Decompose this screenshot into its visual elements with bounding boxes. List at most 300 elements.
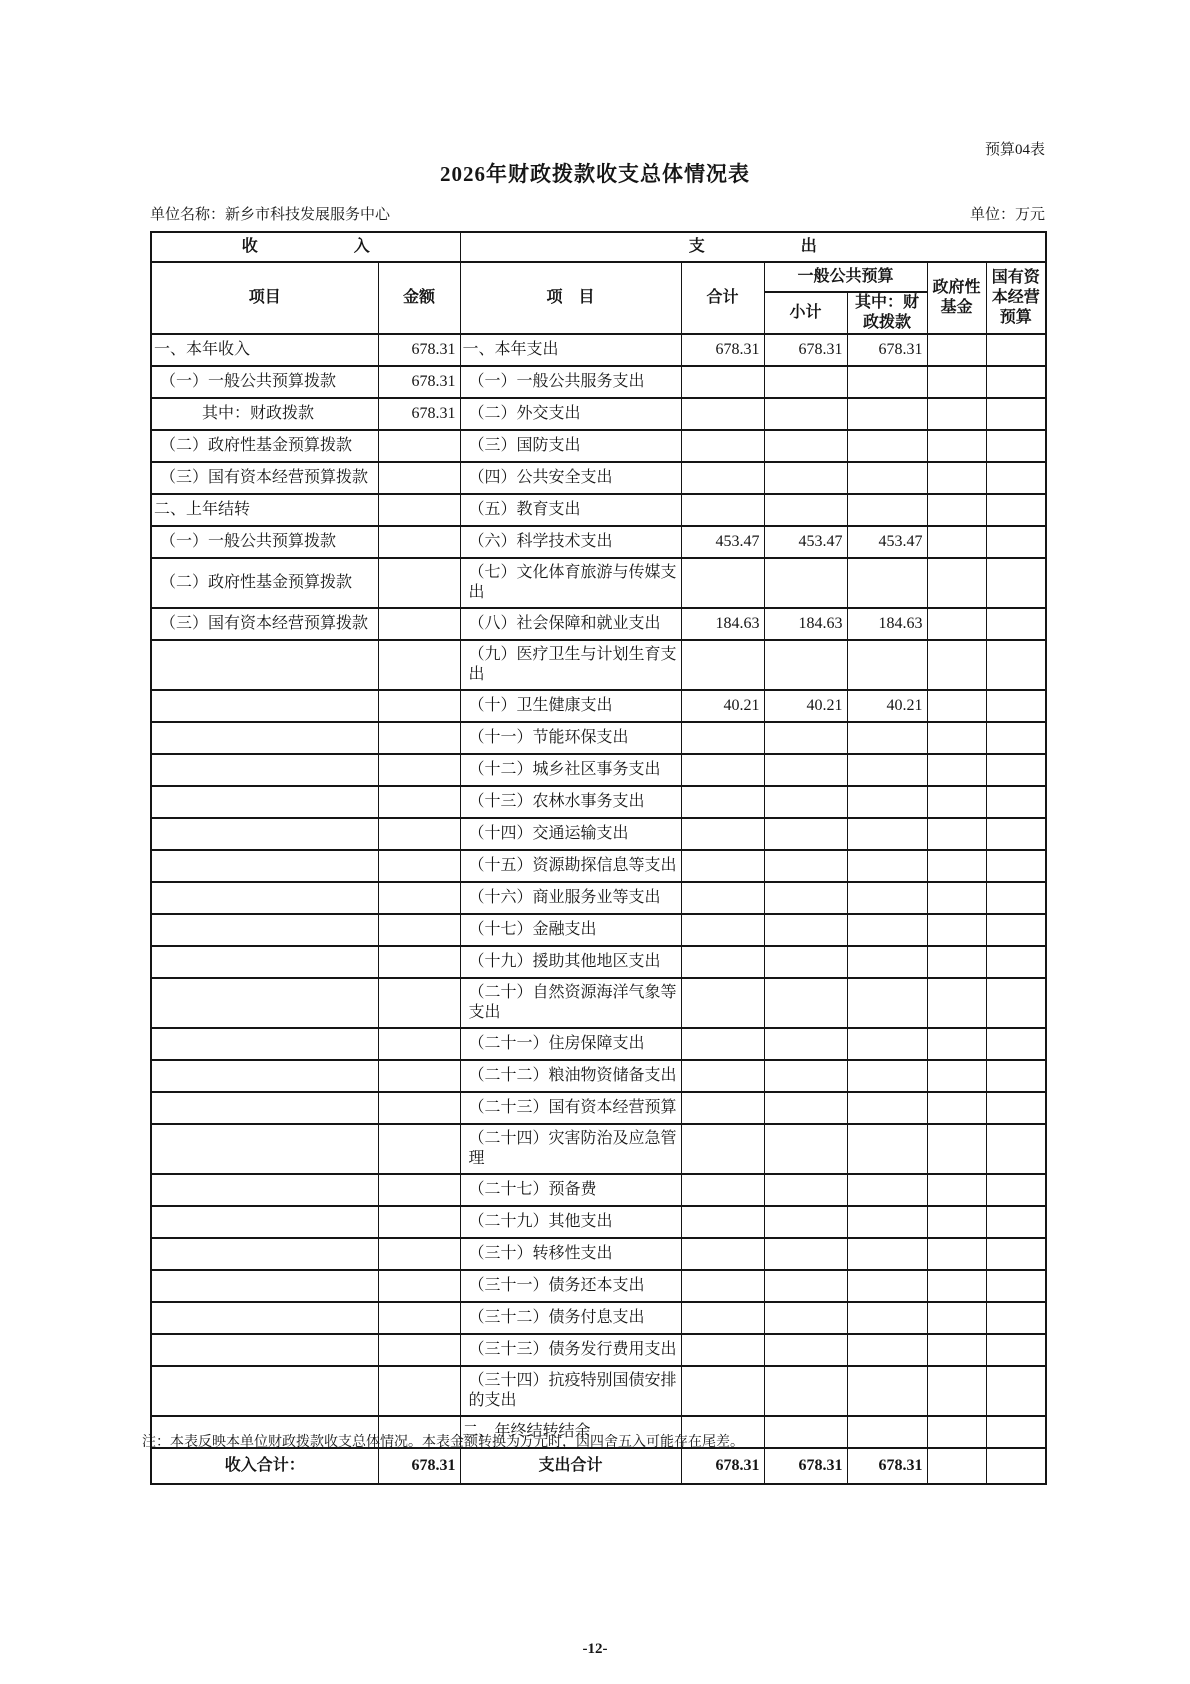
total-cell xyxy=(681,558,764,608)
page-number: -12- xyxy=(582,1641,608,1657)
gov-fund-cell xyxy=(927,366,986,398)
total-cell xyxy=(681,818,764,850)
income-amount-cell xyxy=(378,818,460,850)
total-cell xyxy=(681,430,764,462)
income-amount-cell xyxy=(378,786,460,818)
expense-item-cell: （八）社会保障和就业支出 xyxy=(460,608,681,640)
state-capital-cell xyxy=(986,818,1046,850)
fiscal-grant-cell: 40.21 xyxy=(847,690,927,722)
expense-item-cell: 支出合计 xyxy=(460,1448,681,1484)
state-capital-cell xyxy=(986,334,1046,366)
income-item-cell xyxy=(151,722,378,754)
state-capital-cell xyxy=(986,1334,1046,1366)
income-amount-cell: 678.31 xyxy=(378,1448,460,1484)
fiscal-grant-cell xyxy=(847,1238,927,1270)
subtotal-header: 小计 xyxy=(764,292,847,334)
table-row xyxy=(151,818,1046,850)
income-item-cell xyxy=(151,690,378,722)
expense-item-cell: （四）公共安全支出 xyxy=(460,462,681,494)
total-cell: 678.31 xyxy=(681,1448,764,1484)
table-row xyxy=(151,494,1046,526)
header-group-row xyxy=(151,232,1046,262)
expense-item-cell: （三十）转移性支出 xyxy=(460,1238,681,1270)
income-item-cell: 收入合计： xyxy=(151,1448,378,1484)
expense-item-cell: （二十二）粮油物资储备支出 xyxy=(460,1060,681,1092)
income-amount-cell xyxy=(378,946,460,978)
total-cell xyxy=(681,882,764,914)
fiscal-grant-cell xyxy=(847,914,927,946)
state-capital-cell xyxy=(986,946,1046,978)
subtotal-cell xyxy=(764,914,847,946)
fiscal-grant-cell xyxy=(847,640,927,690)
expense-item-cell: （十六）商业服务业等支出 xyxy=(460,882,681,914)
subtotal-cell: 678.31 xyxy=(764,1448,847,1484)
state-capital-header: 国有资本经营预算 xyxy=(986,262,1046,334)
state-capital-cell xyxy=(986,690,1046,722)
income-amount-cell xyxy=(378,1302,460,1334)
gov-fund-cell xyxy=(927,1334,986,1366)
table-row xyxy=(151,786,1046,818)
income-item-cell xyxy=(151,1366,378,1416)
subtotal-cell: 678.31 xyxy=(764,334,847,366)
table-row xyxy=(151,914,1046,946)
table-row xyxy=(151,1334,1046,1366)
gov-fund-cell xyxy=(927,1028,986,1060)
income-item-cell xyxy=(151,640,378,690)
fiscal-grant-cell xyxy=(847,1206,927,1238)
header-row xyxy=(151,262,1046,292)
income-amount-cell xyxy=(378,608,460,640)
table-row xyxy=(151,850,1046,882)
subtotal-cell xyxy=(764,850,847,882)
gov-fund-header: 政府性基金 xyxy=(927,262,986,334)
table-row xyxy=(151,1238,1046,1270)
subtotal-cell xyxy=(764,1060,847,1092)
fiscal-grant-cell xyxy=(847,1092,927,1124)
income-amount-cell: 678.31 xyxy=(378,366,460,398)
state-capital-cell xyxy=(986,722,1046,754)
income-item-cell xyxy=(151,818,378,850)
income-amount-cell xyxy=(378,430,460,462)
state-capital-cell xyxy=(986,1366,1046,1416)
total-row xyxy=(151,1448,1046,1484)
subtotal-cell xyxy=(764,1206,847,1238)
income-item-cell: （二）政府性基金预算拨款 xyxy=(151,558,378,608)
table-row xyxy=(151,526,1046,558)
total-cell xyxy=(681,786,764,818)
income-amount-cell: 678.31 xyxy=(378,334,460,366)
income-amount-cell xyxy=(378,978,460,1028)
fiscal-grant-header: 其中：财政拨款 xyxy=(847,292,927,334)
expense-item-cell: 一、本年支出 xyxy=(460,334,681,366)
income-amount-cell xyxy=(378,690,460,722)
state-capital-cell xyxy=(986,430,1046,462)
page-title: 2026年财政拨款收支总体情况表 xyxy=(440,162,750,186)
total-cell: 40.21 xyxy=(681,690,764,722)
table-row xyxy=(151,430,1046,462)
income-item-cell xyxy=(151,978,378,1028)
expense-item-cell: （五）教育支出 xyxy=(460,494,681,526)
subtotal-cell xyxy=(764,462,847,494)
gov-fund-cell xyxy=(927,1124,986,1174)
table-row xyxy=(151,946,1046,978)
table-row xyxy=(151,398,1046,430)
fiscal-grant-cell xyxy=(847,946,927,978)
fiscal-grant-cell xyxy=(847,978,927,1028)
gov-fund-cell xyxy=(927,1174,986,1206)
gov-fund-cell xyxy=(927,462,986,494)
total-cell xyxy=(681,1238,764,1270)
expense-item-cell: （七）文化体育旅游与传媒支出 xyxy=(460,558,681,608)
fiscal-grant-cell xyxy=(847,786,927,818)
total-header: 合计 xyxy=(681,262,764,334)
gov-fund-cell xyxy=(927,494,986,526)
state-capital-cell xyxy=(986,1174,1046,1206)
footnote: 注：本表反映本单位财政拨款收支总体情况。本表金额转换为万元时，因四舍五入可能存在尾差。 xyxy=(142,1435,744,1450)
income-item-cell xyxy=(151,786,378,818)
gov-fund-cell xyxy=(927,640,986,690)
income-amount-cell xyxy=(378,1124,460,1174)
income-item-cell xyxy=(151,882,378,914)
table-row xyxy=(151,1270,1046,1302)
fiscal-grant-cell xyxy=(847,430,927,462)
subtotal-cell xyxy=(764,366,847,398)
expense-item-cell: （二）外交支出 xyxy=(460,398,681,430)
general-budget-header: 一般公共预算 xyxy=(764,262,927,292)
table-row xyxy=(151,978,1046,1028)
total-cell xyxy=(681,1270,764,1302)
table-row xyxy=(151,558,1046,608)
currency-unit-label: 单位：万元 xyxy=(969,207,1045,223)
fiscal-grant-cell xyxy=(847,1028,927,1060)
subtotal-cell xyxy=(764,1092,847,1124)
state-capital-cell xyxy=(986,914,1046,946)
total-cell xyxy=(681,398,764,430)
income-item-cell: 一、本年收入 xyxy=(151,334,378,366)
table-row xyxy=(151,1028,1046,1060)
expense-item-cell: （二十）自然资源海洋气象等支出 xyxy=(460,978,681,1028)
gov-fund-cell xyxy=(927,786,986,818)
table-row xyxy=(151,334,1046,366)
income-item-cell xyxy=(151,1174,378,1206)
expense-item-cell: （十九）援助其他地区支出 xyxy=(460,946,681,978)
income-item-cell xyxy=(151,1060,378,1092)
gov-fund-cell xyxy=(927,526,986,558)
gov-fund-cell xyxy=(927,1206,986,1238)
income-amount-cell xyxy=(378,1270,460,1302)
total-cell xyxy=(681,494,764,526)
income-amount-cell xyxy=(378,494,460,526)
income-item-header: 项目 xyxy=(151,262,378,334)
gov-fund-cell xyxy=(927,1302,986,1334)
state-capital-cell xyxy=(986,1028,1046,1060)
subtotal-cell xyxy=(764,1334,847,1366)
expense-item-cell: （十）卫生健康支出 xyxy=(460,690,681,722)
fiscal-grant-cell xyxy=(847,1270,927,1302)
budget-table xyxy=(150,231,1047,1485)
subtotal-cell xyxy=(764,722,847,754)
subtotal-cell xyxy=(764,818,847,850)
gov-fund-cell xyxy=(927,818,986,850)
income-amount-cell xyxy=(378,1060,460,1092)
income-item-cell xyxy=(151,1028,378,1060)
fiscal-grant-cell xyxy=(847,850,927,882)
fiscal-grant-cell: 678.31 xyxy=(847,334,927,366)
total-cell xyxy=(681,914,764,946)
fiscal-grant-cell xyxy=(847,1302,927,1334)
fiscal-grant-cell xyxy=(847,722,927,754)
income-amount-cell xyxy=(378,1238,460,1270)
state-capital-cell xyxy=(986,494,1046,526)
fiscal-grant-cell: 184.63 xyxy=(847,608,927,640)
total-cell: 453.47 xyxy=(681,526,764,558)
expense-item-cell: 二、年终结转结余 xyxy=(460,1416,681,1448)
table-row xyxy=(151,1124,1046,1174)
gov-fund-cell xyxy=(927,430,986,462)
table-row xyxy=(151,754,1046,786)
unit-name-label: 单位名称：新乡市科技发展服务中心 xyxy=(150,207,391,223)
income-amount-cell xyxy=(378,914,460,946)
table-row xyxy=(151,366,1046,398)
fiscal-grant-cell xyxy=(847,1060,927,1092)
expense-item-cell: （二十一）住房保障支出 xyxy=(460,1028,681,1060)
subtotal-cell xyxy=(764,1270,847,1302)
gov-fund-cell xyxy=(927,1092,986,1124)
gov-fund-cell xyxy=(927,1238,986,1270)
gov-fund-cell xyxy=(927,608,986,640)
state-capital-cell xyxy=(986,786,1046,818)
total-cell xyxy=(681,1366,764,1416)
income-item-cell xyxy=(151,946,378,978)
income-item-cell: （三）国有资本经营预算拨款 xyxy=(151,608,378,640)
table-row xyxy=(151,1174,1046,1206)
income-item-cell: 二、上年结转 xyxy=(151,494,378,526)
expense-item-cell: （三十三）债务发行费用支出 xyxy=(460,1334,681,1366)
total-cell xyxy=(681,640,764,690)
expense-item-cell: （二十七）预备费 xyxy=(460,1174,681,1206)
total-cell xyxy=(681,754,764,786)
income-item-cell: （一）一般公共预算拨款 xyxy=(151,366,378,398)
subtotal-cell xyxy=(764,882,847,914)
state-capital-cell xyxy=(986,1092,1046,1124)
table-row xyxy=(151,722,1046,754)
subtotal-cell xyxy=(764,430,847,462)
table-row xyxy=(151,882,1046,914)
gov-fund-cell xyxy=(927,690,986,722)
subtotal-cell xyxy=(764,558,847,608)
total-cell xyxy=(681,722,764,754)
income-item-cell xyxy=(151,1238,378,1270)
budget-table-body xyxy=(151,334,1046,1484)
table-row xyxy=(151,640,1046,690)
subtotal-cell: 40.21 xyxy=(764,690,847,722)
state-capital-cell xyxy=(986,640,1046,690)
gov-fund-cell xyxy=(927,882,986,914)
subtotal-cell xyxy=(764,1124,847,1174)
fiscal-grant-cell xyxy=(847,1124,927,1174)
total-cell xyxy=(681,1124,764,1174)
income-amount-cell xyxy=(378,558,460,608)
gov-fund-cell xyxy=(927,850,986,882)
income-group-header: 收 入 xyxy=(151,232,460,262)
total-cell: 678.31 xyxy=(681,334,764,366)
income-item-cell xyxy=(151,1334,378,1366)
expense-item-cell: （九）医疗卫生与计划生育支出 xyxy=(460,640,681,690)
gov-fund-cell xyxy=(927,1366,986,1416)
expense-item-cell: （十四）交通运输支出 xyxy=(460,818,681,850)
income-amount-cell xyxy=(378,722,460,754)
fiscal-grant-cell xyxy=(847,882,927,914)
fiscal-grant-cell xyxy=(847,494,927,526)
gov-fund-cell xyxy=(927,978,986,1028)
subtotal-cell xyxy=(764,1238,847,1270)
state-capital-cell xyxy=(986,1124,1046,1174)
table-row xyxy=(151,462,1046,494)
income-item-cell xyxy=(151,1302,378,1334)
state-capital-cell xyxy=(986,754,1046,786)
total-cell xyxy=(681,1302,764,1334)
income-item-cell xyxy=(151,1092,378,1124)
gov-fund-cell xyxy=(927,946,986,978)
fiscal-grant-cell: 453.47 xyxy=(847,526,927,558)
table-row xyxy=(151,1060,1046,1092)
subtotal-cell xyxy=(764,398,847,430)
fiscal-grant-cell xyxy=(847,1334,927,1366)
state-capital-cell xyxy=(986,366,1046,398)
subtotal-cell: 184.63 xyxy=(764,608,847,640)
income-amount-cell xyxy=(378,1366,460,1416)
state-capital-cell xyxy=(986,1238,1046,1270)
expense-item-cell: （十二）城乡社区事务支出 xyxy=(460,754,681,786)
total-cell xyxy=(681,1174,764,1206)
table-row xyxy=(151,1092,1046,1124)
fiscal-grant-cell xyxy=(847,1174,927,1206)
gov-fund-cell xyxy=(927,1448,986,1484)
expense-item-cell: （十三）农林水事务支出 xyxy=(460,786,681,818)
total-cell xyxy=(681,946,764,978)
total-cell xyxy=(681,1092,764,1124)
subtotal-cell xyxy=(764,946,847,978)
expense-item-cell: （三）国防支出 xyxy=(460,430,681,462)
fiscal-grant-cell xyxy=(847,558,927,608)
income-item-cell: （一）一般公共预算拨款 xyxy=(151,526,378,558)
gov-fund-cell xyxy=(927,558,986,608)
total-cell xyxy=(681,850,764,882)
expense-item-cell: （三十一）债务还本支出 xyxy=(460,1270,681,1302)
expense-item-cell: （二十四）灾害防治及应急管理 xyxy=(460,1124,681,1174)
total-cell xyxy=(681,462,764,494)
table-row xyxy=(151,1302,1046,1334)
expense-item-cell: （十五）资源勘探信息等支出 xyxy=(460,850,681,882)
subtotal-cell xyxy=(764,1366,847,1416)
gov-fund-cell xyxy=(927,914,986,946)
income-amount-cell xyxy=(378,640,460,690)
expense-item-cell: （十七）金融支出 xyxy=(460,914,681,946)
expense-item-cell: （十一）节能环保支出 xyxy=(460,722,681,754)
expense-item-cell: （一）一般公共服务支出 xyxy=(460,366,681,398)
gov-fund-cell xyxy=(927,754,986,786)
state-capital-cell xyxy=(986,526,1046,558)
state-capital-cell xyxy=(986,1060,1046,1092)
total-cell xyxy=(681,1060,764,1092)
gov-fund-cell xyxy=(927,398,986,430)
income-item-cell xyxy=(151,1206,378,1238)
income-amount-cell xyxy=(378,1028,460,1060)
subtotal-cell xyxy=(764,786,847,818)
subtotal-cell xyxy=(764,494,847,526)
total-cell xyxy=(681,978,764,1028)
table-row xyxy=(151,1206,1046,1238)
expense-item-cell: （二十九）其他支出 xyxy=(460,1206,681,1238)
table-row xyxy=(151,690,1046,722)
fiscal-grant-cell xyxy=(847,462,927,494)
subtotal-cell xyxy=(764,1174,847,1206)
form-number: 预算04表 xyxy=(984,142,1045,158)
state-capital-cell xyxy=(986,462,1046,494)
total-cell xyxy=(681,1028,764,1060)
state-capital-cell xyxy=(986,1270,1046,1302)
total-cell xyxy=(681,1206,764,1238)
income-amount-cell xyxy=(378,462,460,494)
income-item-cell xyxy=(151,914,378,946)
income-amount-cell xyxy=(378,1174,460,1206)
fiscal-grant-cell xyxy=(847,754,927,786)
state-capital-cell xyxy=(986,398,1046,430)
total-cell xyxy=(681,366,764,398)
state-capital-cell xyxy=(986,1302,1046,1334)
income-item-cell xyxy=(151,754,378,786)
state-capital-cell xyxy=(986,882,1046,914)
gov-fund-cell xyxy=(927,334,986,366)
subtotal-cell xyxy=(764,978,847,1028)
table-row xyxy=(151,608,1046,640)
income-amount-cell xyxy=(378,526,460,558)
subtotal-cell xyxy=(764,1302,847,1334)
expense-item-header: 项 目 xyxy=(460,262,681,334)
state-capital-cell xyxy=(986,850,1046,882)
table-row xyxy=(151,1366,1046,1416)
state-capital-cell xyxy=(986,1448,1046,1484)
gov-fund-cell xyxy=(927,1060,986,1092)
income-amount-cell xyxy=(378,1206,460,1238)
fiscal-grant-cell xyxy=(847,818,927,850)
subtotal-cell xyxy=(764,640,847,690)
expense-item-cell: （六）科学技术支出 xyxy=(460,526,681,558)
income-amount-cell xyxy=(378,754,460,786)
expense-item-cell: （三十二）债务付息支出 xyxy=(460,1302,681,1334)
total-cell xyxy=(681,1334,764,1366)
income-amount-cell xyxy=(378,882,460,914)
fiscal-grant-cell xyxy=(847,1366,927,1416)
subtotal-cell xyxy=(764,1028,847,1060)
total-cell: 184.63 xyxy=(681,608,764,640)
expense-group-header: 支 出 xyxy=(460,232,1046,262)
income-item-cell xyxy=(151,1270,378,1302)
income-amount-cell: 678.31 xyxy=(378,398,460,430)
gov-fund-cell xyxy=(927,722,986,754)
income-item-cell xyxy=(151,1124,378,1174)
fiscal-grant-cell xyxy=(847,366,927,398)
fiscal-grant-cell xyxy=(847,398,927,430)
income-item-cell: （三）国有资本经营预算拨款 xyxy=(151,462,378,494)
subtotal-cell xyxy=(764,754,847,786)
income-item-cell xyxy=(151,850,378,882)
income-amount-cell xyxy=(378,1334,460,1366)
income-amount-cell xyxy=(378,1092,460,1124)
fiscal-grant-cell: 678.31 xyxy=(847,1448,927,1484)
expense-item-cell: （三十四）抗疫特别国债安排的支出 xyxy=(460,1366,681,1416)
state-capital-cell xyxy=(986,978,1046,1028)
